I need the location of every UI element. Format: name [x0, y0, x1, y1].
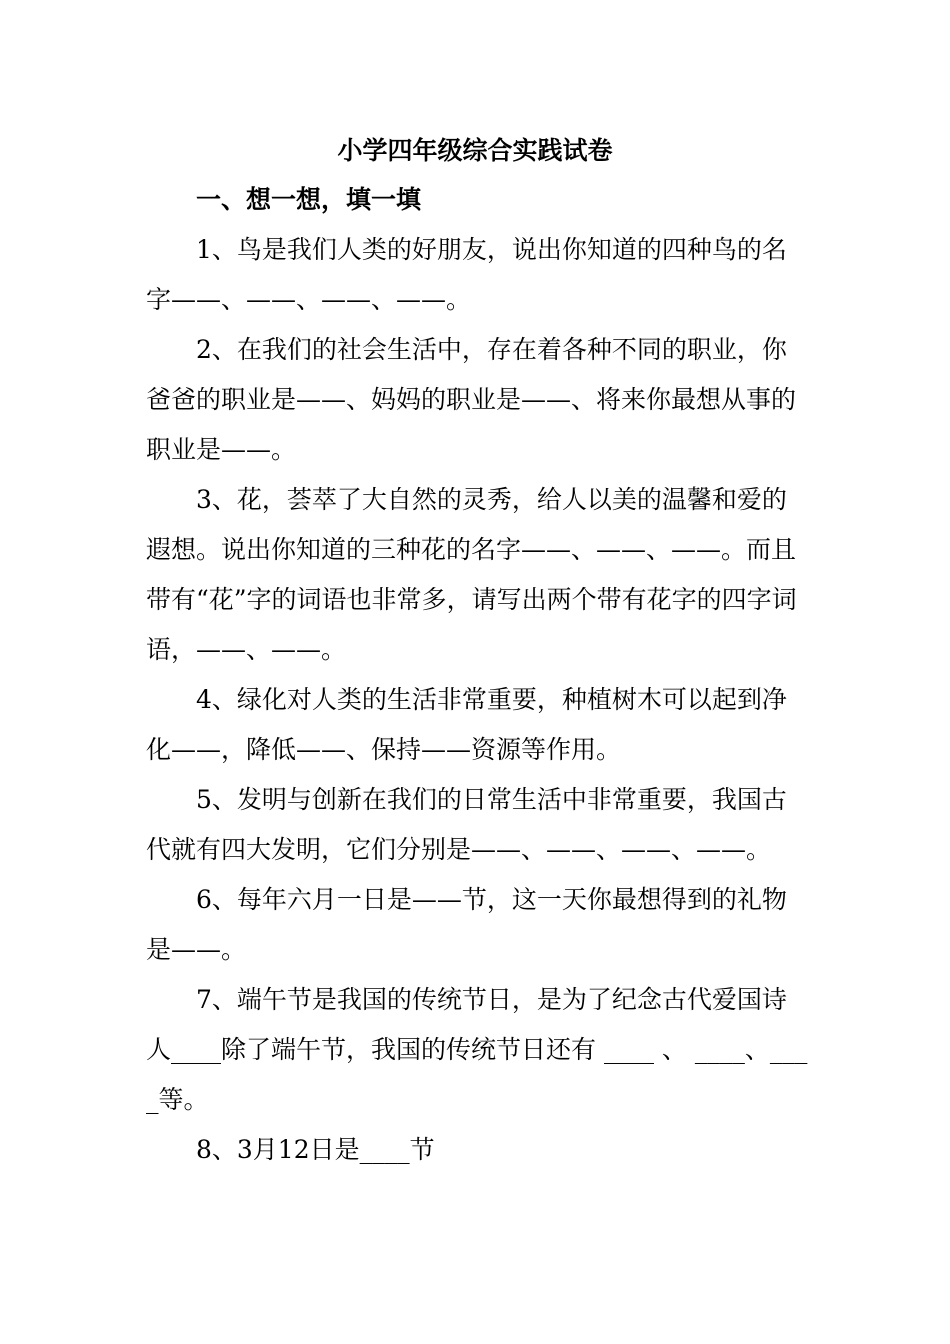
question-2: 2、在我们的社会生活中，存在着各种不同的职业，你爸爸的职业是——、妈妈的职业是——、将来你最想从事的职业是——。	[146, 335, 797, 464]
question-1: 1、鸟是我们人类的好朋友，说出你知道的四种鸟的名字——、——、——、——。	[146, 235, 787, 314]
section-heading: 一、想一想，填一填	[196, 185, 422, 214]
question-5: 5、发明与创新在我们的日常生活中非常重要，我国古代就有四大发明，它们分别是——、——、——、——。	[146, 785, 787, 864]
question-4: 4、绿化对人类的生活非常重要，种植树木可以起到净化——，降低——、保持——资源等作用。	[146, 685, 787, 764]
question-3: 3、花，荟萃了大自然的灵秀，给人以美的温馨和爱的遐想。说出你知道的三种花的名字——、——、——。而且带有“花”字的词语也非常多，请写出两个带有花字的四字词语，——、——。	[146, 485, 797, 664]
question-7: 7、端午节是我国的传统节日，是为了纪念古代爱国诗人____除了端午节，我国的传统节日还有 ____ 、 ____、____等。	[146, 985, 808, 1114]
question-list	[146, 225, 808, 1175]
question-6: 6、每年六月一日是——节，这一天你最想得到的礼物是——。	[146, 885, 787, 964]
question-8: 8、3月12日是____节	[196, 1135, 435, 1164]
page-title: 小学四年级综合实践试卷	[337, 136, 613, 165]
